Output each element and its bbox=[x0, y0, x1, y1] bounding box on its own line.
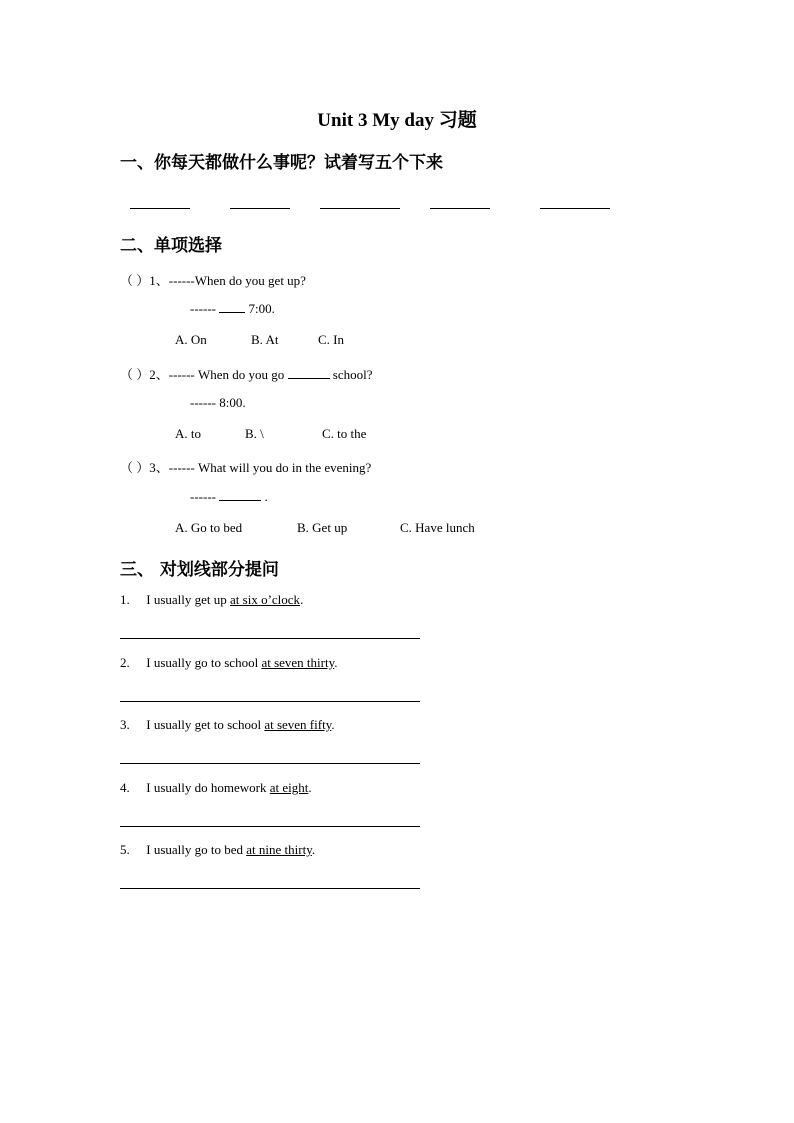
underlined-phrase: at nine thirty bbox=[246, 842, 312, 857]
question-1 bbox=[120, 270, 306, 289]
item-number: 4. bbox=[120, 780, 130, 795]
underlined-phrase: at seven fifty bbox=[264, 717, 332, 732]
answer-write-line-3[interactable] bbox=[120, 763, 420, 764]
option-c: C. to the bbox=[322, 426, 367, 441]
answer-paren[interactable]: （ ） bbox=[120, 367, 150, 382]
answer-line-1 bbox=[190, 301, 275, 317]
underlined-phrase: at six o’clock bbox=[230, 592, 301, 607]
sentence-start: I usually go to bed bbox=[146, 842, 247, 857]
answer-line-3 bbox=[190, 489, 268, 505]
rewrite-item-2 bbox=[120, 655, 338, 671]
sentence-end: . bbox=[308, 780, 312, 795]
question-3 bbox=[120, 457, 371, 476]
item-number: 2. bbox=[120, 655, 130, 670]
write-blank-2[interactable] bbox=[230, 208, 290, 209]
sentence-start: I usually get to school bbox=[146, 717, 265, 732]
question-text: ------ What will you do in the evening? bbox=[168, 460, 372, 475]
sentence-end: . bbox=[300, 592, 304, 607]
rewrite-item-4 bbox=[120, 780, 312, 796]
option-a: A. to bbox=[175, 426, 201, 441]
answer-write-line-5[interactable] bbox=[120, 888, 420, 889]
section1-heading: 一、你每天都做什么事呢？试着写五个下来 bbox=[120, 153, 443, 173]
answer-paren[interactable]: （ ） bbox=[120, 460, 150, 475]
write-blank-4[interactable] bbox=[430, 208, 490, 209]
question-2 bbox=[120, 364, 373, 383]
sentence-start: I usually get up bbox=[146, 592, 231, 607]
sentence-end: . bbox=[334, 655, 338, 670]
write-blank-5[interactable] bbox=[540, 208, 610, 209]
sentence-end: . bbox=[311, 842, 316, 857]
item-number: 3. bbox=[120, 717, 130, 732]
fill-blank[interactable] bbox=[219, 311, 245, 313]
answer-text: . bbox=[264, 489, 268, 504]
option-a: A. On bbox=[175, 332, 207, 347]
item-number: 5. bbox=[120, 842, 130, 857]
dialog-prefix: ------ bbox=[190, 301, 216, 316]
option-a: A. Go to bed bbox=[175, 520, 243, 535]
answer-write-line-1[interactable] bbox=[120, 638, 420, 639]
option-b: B. \ bbox=[245, 426, 264, 441]
item-number: 1. bbox=[120, 592, 130, 607]
rewrite-item-5 bbox=[120, 842, 315, 858]
sentence-start: I usually go to school bbox=[146, 655, 262, 670]
option-b: B. At bbox=[251, 332, 279, 347]
question-text: ------ When do you go bbox=[168, 367, 285, 382]
fill-blank[interactable] bbox=[219, 499, 261, 501]
sentence-end: . bbox=[331, 717, 335, 732]
option-c: C. Have lunch bbox=[400, 520, 475, 535]
question-number: 2、 bbox=[149, 367, 169, 382]
rewrite-item-1 bbox=[120, 592, 303, 608]
write-blank-1[interactable] bbox=[130, 208, 190, 209]
answer-paren[interactable]: （ ） bbox=[120, 273, 150, 288]
question-number: 1、 bbox=[149, 273, 169, 288]
answer-write-line-2[interactable] bbox=[120, 701, 420, 702]
sentence-start: I usually do homework bbox=[146, 780, 270, 795]
answer-line-2: ------ 8:00. bbox=[190, 395, 246, 410]
underlined-phrase: at eight bbox=[269, 780, 309, 795]
section3-heading: 三、 对划线部分提问 bbox=[120, 560, 279, 580]
section2-heading: 二、单项选择 bbox=[120, 236, 222, 256]
question-number: 3、 bbox=[149, 460, 169, 475]
option-b: B. Get up bbox=[297, 520, 348, 535]
underlined-phrase: at seven thirty bbox=[261, 655, 335, 670]
fill-blank[interactable] bbox=[288, 377, 330, 379]
question-text: ------When do you get up? bbox=[168, 273, 306, 288]
rewrite-item-3 bbox=[120, 717, 335, 733]
question-text-end: school? bbox=[332, 367, 373, 382]
option-c: C. In bbox=[318, 332, 344, 347]
dialog-prefix: ------ bbox=[190, 489, 216, 504]
write-blank-3[interactable] bbox=[320, 208, 400, 209]
page-title: Unit 3 My day 习题 bbox=[317, 110, 477, 131]
answer-text: 7:00. bbox=[248, 301, 275, 316]
answer-write-line-4[interactable] bbox=[120, 826, 420, 827]
